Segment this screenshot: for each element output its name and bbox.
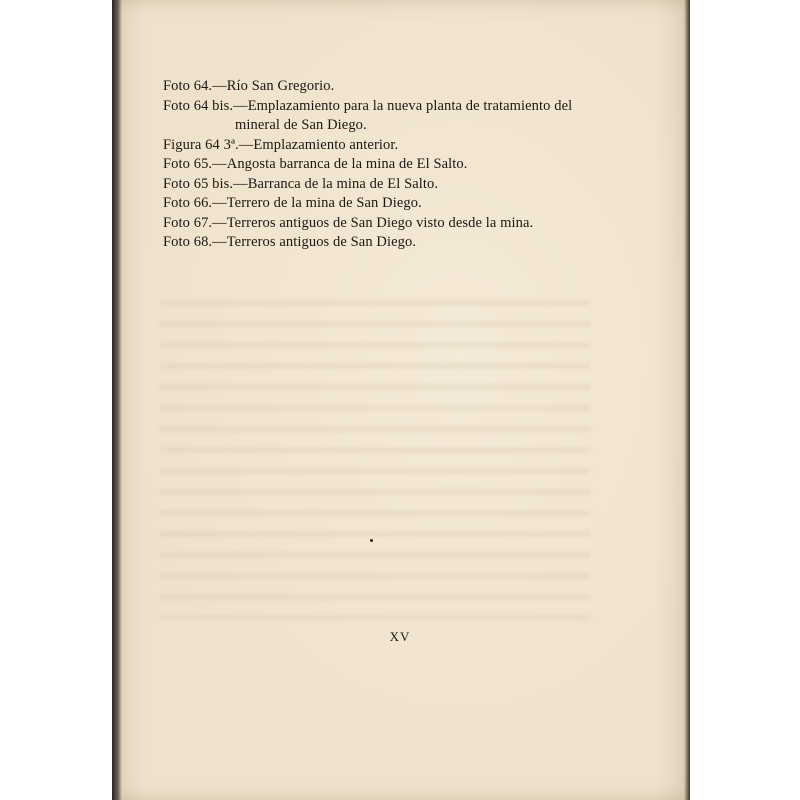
caption-line: Figura 64 3ª.—Emplazamiento anterior.	[163, 136, 399, 153]
caption-line: Foto 67.—Terreros antiguos de San Diego visto desde la mina.	[163, 214, 534, 231]
book-spine-shadow	[112, 0, 122, 800]
caption-item	[163, 175, 603, 195]
caption-item	[163, 214, 603, 234]
page-number: XV	[389, 629, 411, 644]
ink-speck	[370, 539, 373, 542]
caption-line: Foto 68.—Terreros antiguos de San Diego.	[163, 234, 417, 250]
caption-line: Foto 65 bis.—Barranca de la mina de El Salto.	[163, 175, 439, 192]
caption-line: Foto 66.—Terrero de la mina de San Diego.	[163, 195, 422, 211]
figure-caption-list	[163, 77, 603, 253]
caption-item	[163, 136, 603, 156]
caption-item	[163, 97, 603, 136]
show-through-text	[160, 300, 590, 620]
caption-line: Foto 64.—Río San Gregorio.	[163, 78, 335, 94]
caption-line: Foto 65.—Angosta barranca de la mina de El Salto.	[163, 156, 468, 172]
caption-item	[163, 77, 603, 97]
page-edge-shadow	[684, 0, 690, 800]
caption-item	[163, 233, 603, 253]
caption-line: Foto 64 bis.—Emplazamiento para la nueva planta de tratamiento del	[163, 97, 573, 114]
caption-line-continued: mineral de San Diego.	[235, 117, 367, 133]
caption-item	[163, 194, 603, 214]
caption-item	[163, 155, 603, 175]
